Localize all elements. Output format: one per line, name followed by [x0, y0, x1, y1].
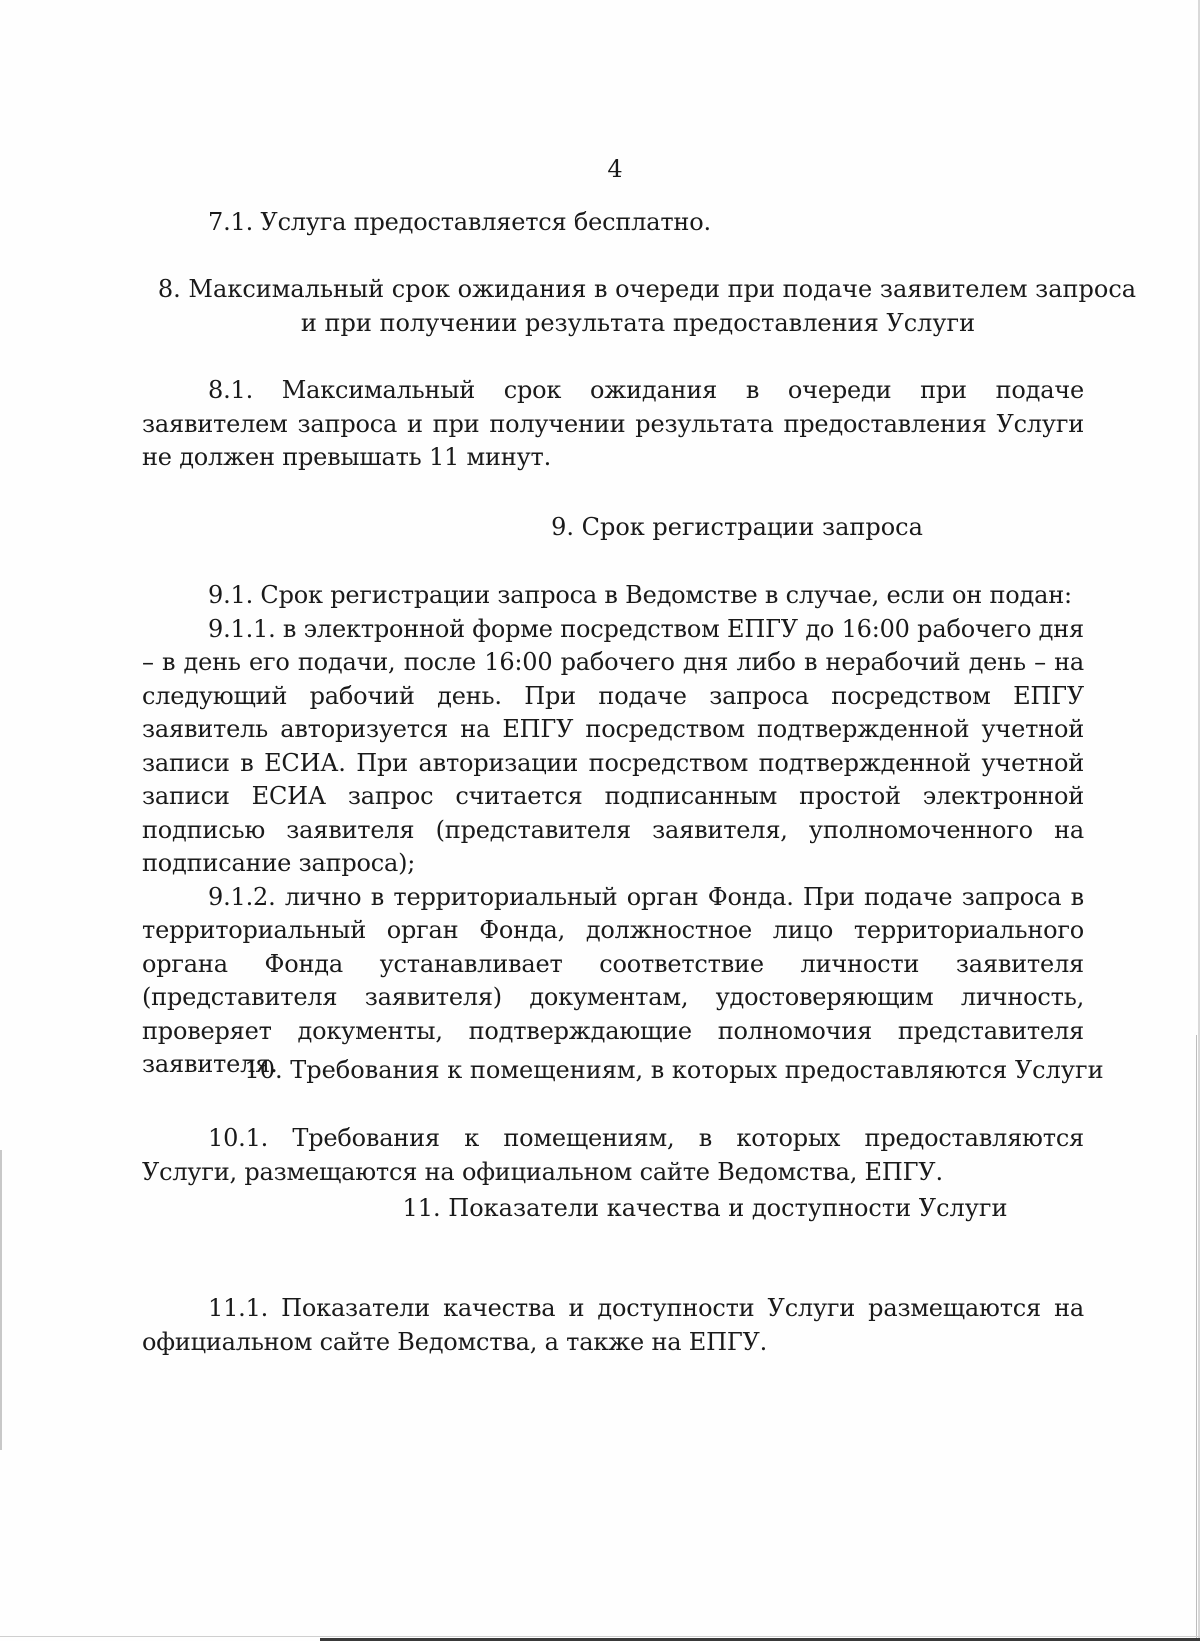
paragraph-7-1: 7.1. Услуга предоставляется бесплатно.: [208, 208, 711, 236]
section-10-body: [142, 1122, 1084, 1189]
heading-section-9: [142, 511, 1152, 545]
page-number: 4: [607, 155, 623, 183]
heading-11-text: 11. Показатели качества и доступности Услуги: [402, 1194, 1008, 1222]
heading-10-text: 10. Требования к помещениям, в которых предоставляются Услуги: [244, 1056, 1104, 1084]
paragraph-9-1: 9.1. Срок регистрации запроса в Ведомстве в случае, если он подан:: [208, 581, 1072, 609]
heading-9-text: 9. Срок регистрации запроса: [551, 513, 923, 541]
paragraph-10-1: 10.1. Требования к помещениям, в которых предоставляются Услуги, размещаются на официальном сайте Ведомства, ЕПГУ.: [142, 1124, 1084, 1186]
heading-8-line-1: 8. Максимальный срок ожидания в очереди при подаче заявителем запроса: [157, 275, 1137, 303]
heading-section-8: [142, 273, 1152, 340]
section-9-body: [142, 579, 1084, 1082]
paragraph-8-1: 8.1. Максимальный срок ожидания в очереди при подаче заявителем запроса и при получении результата предоставления Услуги не должен превышать 11 минут.: [142, 376, 1084, 471]
heading-section-11: [142, 1192, 1152, 1226]
section-7-body: [142, 206, 1084, 240]
heading-8-line-2: и при получении результата предоставления Услуги: [300, 308, 976, 337]
section-11-body: [142, 1292, 1084, 1359]
paragraph-9-1-1: 9.1.1. в электронной форме посредством ЕПГУ до 16:00 рабочего дня – в день его подачи, после 16:00 рабочего дня либо в нерабочий день – на следующий рабочий день. При подаче запроса посредством ЕПГУ заявитель авторизуется на ЕПГУ посредством подтвержденной учетной записи в ЕСИА. При авторизации посредством подтвержденной учетной записи ЕСИА запрос считается подписанным простой электронной подписью заявителя (представителя заявителя, уполномоченного на подписание запроса);: [142, 614, 1084, 877]
paragraph-9-1-2: 9.1.2. лично в территориальный орган Фонда. При подаче запроса в территориальный орган Фонда, должностное лицо территориального органа Фонда устанавливает соответствие личности заявителя (представителя заявителя) документам, удостоверяющим личность, проверяет документы, подтверждающие полномочия представителя заявителя.: [142, 882, 1084, 1078]
paragraph-11-1: 11.1. Показатели качества и доступности Услуги размещаются на официальном сайте Ведомства, а также на ЕПГУ.: [142, 1294, 1084, 1356]
scan-edge-left: [0, 1150, 2, 1450]
scan-edge-bottom-shadow: [0, 1636, 1200, 1637]
section-8-body: [142, 374, 1084, 475]
scan-edge-right-shadow: [1196, 1035, 1197, 1641]
heading-section-10: [142, 1054, 1152, 1088]
